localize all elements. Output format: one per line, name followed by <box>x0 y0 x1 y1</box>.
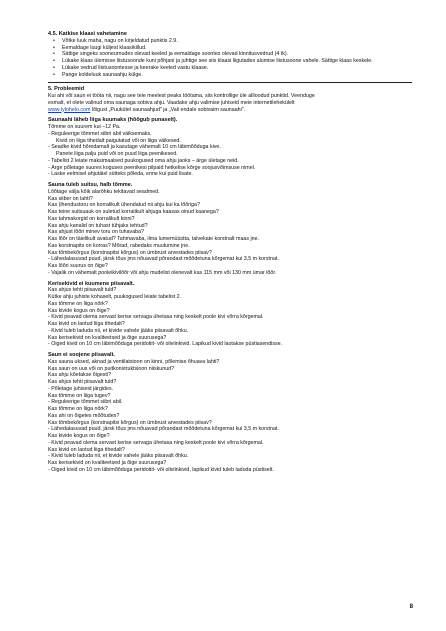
text-line: - Kivid tuleb laduda nii, et kivide vahele jääks piisavalt õhku. <box>48 453 189 460</box>
document-page <box>48 31 412 474</box>
text-line: Kas ahju kanalid on tuhast tühjaks tehtud? <box>48 222 148 229</box>
subsection-heading: Saunaahi läheb liiga kuumaks (hõõgub punaselt). <box>48 117 178 124</box>
text-line: - Ärge põletage suures koguses peenikesi pilpaid hetkelise kõrge soojusvõimsuse nimel. <box>48 164 256 171</box>
text-line: Tõmme on suurem kui –12 Pa. <box>48 124 121 130</box>
text-line: - Seadke kivid hõredamalt ja kasutage vähemalt 10 cm läbimõõduga kive. <box>48 144 221 151</box>
intro-line-1: Kui ahi või saun ei tööta nii, nagu see teie meelest peaks töötama, siis kontrollige üle allloodud punktid. Veenduge <box>48 93 315 99</box>
subsection-heading: Saun ei soojene piisavalt. <box>48 352 115 358</box>
list-item: • Lükake klaas ülemisse liistusoonde kuni põhjani ja juhtige see siis klaasi liigutades alumise liistusoone vahele. Sättige klaas keskele. <box>48 58 412 65</box>
text-line: Kas teine suitsuauk on suletud korralikult ahjuga kaasas oinud kaanega? <box>48 209 219 215</box>
section-heading-4-5: 4.5. Katkise klaasi vahetamine <box>48 31 127 37</box>
text-line: Kas saun on uus või on puitkonstruktsioon niiskunud? <box>48 365 175 372</box>
text-line: - Laske eelmisel ahjutäiel sütteks põleda, enne kui puid lisate. <box>48 171 193 178</box>
text-line: Kas (ihendustoru on korralikult ühendatud nii ahju kui ka lõõriga? <box>48 202 200 209</box>
subsection-heading: Kerisekivid ei kuumene piisavalt. <box>48 280 135 287</box>
text-line: Kas tõmme on liiga nõrk? <box>48 406 108 412</box>
text-line: Kas kivide kogus on õige? <box>48 307 110 314</box>
text-line: - Lähedalasuvad puud, järsk tõus jms nõuavad põrandast mõõdetuna kõrgemat kui 3,5 m korstnat. <box>48 426 279 433</box>
text-line: Kas kivid on laotud liiga tihedalt? <box>48 321 125 327</box>
text-line: Lõõtage välja kõik alarõhku tekitavad seadmed. <box>48 188 160 195</box>
text-line: Kas kivide kogus on õige? <box>48 433 110 439</box>
intro-link-after: lõigust „Puukütel saunaahjud" ja „Vali endale sobivaim saunaahi". <box>91 106 246 113</box>
list-item: • Sättige singeks sooneurnudes olevad keeled ja eemaldage soontes olevad kinnitusvedrud (4 tk). <box>48 51 412 58</box>
text-line: Kas ahjus tehti piisavalt tuld? <box>48 379 117 385</box>
text-line: Kivid on liiga tihedalt paigutatud või on liiga väikesed. <box>56 137 181 144</box>
list-item: • Pange koldeluuk saunaahju külge. <box>48 72 412 79</box>
text-line: - Õiged kivid on 10 cm läbimõõduga peridotiit- või oliviinkivid. Lapikud kivid laotakse püstiasendisse. <box>48 341 283 348</box>
section-heading-5: 5. Probleemid <box>48 86 85 93</box>
intro-line-3 <box>48 107 412 114</box>
replacement-steps-list <box>48 38 412 79</box>
text-line: Kas tõmbekõrgus (korstnapitsi kõrgus) on ümbrust arvestades piisav? <box>48 419 212 426</box>
text-line: Kas kerisekivid on kvaliteetsed ja õige suurusega? <box>48 460 167 466</box>
text-line: Kas tahmakorgid on korralikult kinni? <box>48 215 135 222</box>
text-line: Kas lõõri suurus on õige? <box>48 263 108 269</box>
text-line: - Kivid peavad olema servast kerise servaga ühetasa ning keskelt poole kivi võrra kõrgemal. <box>48 439 264 446</box>
section-divider <box>48 82 412 83</box>
text-line: Kas siiber on lahti? <box>48 195 93 202</box>
text-line: - Reguleerige tõmmet siibri abil. <box>48 399 123 406</box>
text-line: Kas sauna uksed, aknad ja ventilatsioon on kinni, põlemise õhuava lahti? <box>48 358 220 365</box>
troubleshooting-sections <box>48 113 412 473</box>
text-line: - Lähedalasuvad puud, järsk tõus jms nõuavad põrandast mõõdetuna kõrgemat kui 3,5 m korstnat. <box>48 256 279 263</box>
text-line: Kas lõõr on täielikult avatud? Tahmavaba, ilma lumemüüstta, talvekate korstnalt maas jne. <box>48 236 260 242</box>
text-line: - Põletage juhiseid järgides. <box>48 385 114 392</box>
page-number: 8 <box>409 604 413 610</box>
text-line: Kas tõmme on liiga nõrk? <box>48 300 108 307</box>
text-line: - Tabelist 2 leiate maksimaalsed puukogused oma ahju jaoks – ärge ületage neid. <box>48 157 239 164</box>
text-line: Kas kerisekivid on kvaliteetsed ja õige suurusega? <box>48 334 167 341</box>
text-line: Kas tõmbekõrgus (korstnapitsi kõrgus) on ümbrust arvestades piisav? <box>48 249 212 256</box>
text-line: - Kivid peavad olema servast kerise servaga ühetasa ning keskelt poole kivi võrra kõrgemal. <box>48 314 264 321</box>
list-item: • Võtke luuk maha, nagu on kirjeldatud punktis 2.9. <box>48 38 412 45</box>
text-line: Kas ahju kõetakse õigesti? <box>48 372 112 379</box>
text-line: Panete liiga palju puid või on puud liiga peenikesed. <box>56 151 178 157</box>
text-line: Kas kivid on laotud liiga tihedalt? <box>48 446 125 453</box>
text-line: - Kivid tuleb laduda nii, et kivide vahele jääks piisavalt õhku. <box>48 327 189 334</box>
text-line: Kas ahjust lõõri minev toru on tuhavaba? <box>48 229 144 236</box>
text-line: Kas korstnapits on korras? Mõrad, rabedaks muutumine jne. <box>48 242 190 249</box>
website-link[interactable]: www.tylohelo.com <box>48 106 91 113</box>
intro-line-2: esmalt, et olete valinud oma saunaga sobiva ahju. Vaadake ahju valimise juhiseid meie internetilehekülelt <box>48 99 295 106</box>
text-line: Kas ahi on õigetes mõõtudes? <box>48 412 120 419</box>
text-line: - Vajalik on vähemalt pooleikivilõõr või ahju mudelist olenevalt kas 115 mm või 130 mm ümar lõõr. <box>48 269 277 276</box>
text-line: - Õiged kivid on 10 cm läbimõõduga peridotiit- või oliviinkivid, lapikud kivid tuleb laduda püstiselt. <box>48 466 274 473</box>
subsection-heading: Sauna tuleb suitsu, halb tõmme. <box>48 182 133 188</box>
list-item: • Eemaldage luugi küljest klaasikillud. <box>48 45 412 52</box>
text-line: Kas tõmme on liiga tugev? <box>48 392 111 399</box>
list-item: • Lükake vedrud liistusoontesse ja keerake keeled vastu klaase. <box>48 65 412 72</box>
text-line: Kütke ahju juhiste kohaselt, puukogused leiate tabelist 2. <box>48 294 182 300</box>
text-line: - Reguleerige tõmmet siibri abil väiksemaks. <box>48 130 152 137</box>
text-line: Kas ahjus tehti piisavalt tuld? <box>48 287 117 294</box>
